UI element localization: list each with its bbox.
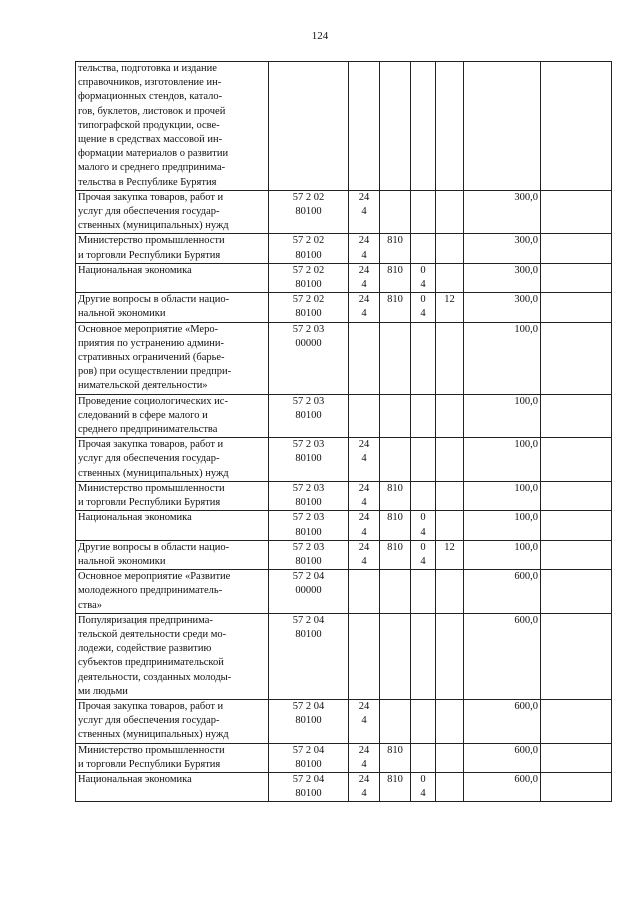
empty-cell (541, 743, 612, 772)
ministry-code-text: 810 (387, 235, 403, 247)
section-cell (411, 234, 436, 263)
target-code-text: 57 2 03 80100 (292, 482, 325, 509)
expense-type-text: 24 4 (358, 744, 370, 770)
row-name-cell (76, 234, 269, 263)
amount-cell (464, 699, 541, 743)
section-text: 0 4 (420, 512, 426, 538)
ministry-code-text: 810 (387, 744, 403, 756)
section-cell (411, 743, 436, 772)
subsection-cell (436, 570, 464, 614)
target-code-text: 57 2 04 80100 (292, 614, 325, 640)
target-code-cell (269, 772, 349, 801)
table-row (76, 540, 612, 569)
amount-cell (464, 190, 541, 234)
table-row (76, 570, 612, 614)
amount-cell (464, 540, 541, 569)
table-row (76, 234, 612, 263)
target-code-cell (269, 190, 349, 234)
empty-cell (541, 540, 612, 569)
ministry-code-cell (380, 293, 411, 322)
amount-cell (464, 62, 541, 191)
target-code-cell (269, 570, 349, 614)
section-text: 0 4 (420, 773, 426, 800)
table-row (76, 743, 612, 772)
expense-type-text: 24 4 (358, 482, 370, 509)
amount-cell (464, 263, 541, 292)
target-code-text: 57 2 04 80100 (292, 773, 325, 800)
ministry-code-cell (380, 234, 411, 263)
ministry-code-cell (380, 613, 411, 699)
target-code-cell (269, 293, 349, 322)
empty-cell (541, 699, 612, 743)
row-name-text: Прочая закупка товаров, работ и услуг для обеспечения государ- ственных (муниципальных) нужд (78, 191, 229, 232)
expense-type-cell (349, 540, 380, 569)
row-name-cell (76, 540, 269, 569)
table-row (76, 699, 612, 743)
subsection-cell (436, 190, 464, 234)
row-name-cell (76, 62, 269, 191)
row-name-text: Национальная экономика (78, 773, 192, 785)
amount-text: 600,0 (514, 571, 538, 583)
subsection-cell (436, 322, 464, 394)
subsection-cell (436, 613, 464, 699)
expense-type-cell (349, 570, 380, 614)
empty-cell (541, 62, 612, 191)
section-cell (411, 190, 436, 234)
target-code-text: 57 2 04 80100 (292, 744, 325, 770)
row-name-text: Министерство промышленности и торговли Республики Бурятия (78, 482, 225, 509)
target-code-cell (269, 743, 349, 772)
expense-type-cell (349, 511, 380, 540)
expense-type-cell (349, 263, 380, 292)
section-cell (411, 540, 436, 569)
expense-type-cell (349, 234, 380, 263)
amount-text: 100,0 (514, 482, 538, 494)
target-code-text: 57 2 04 00000 (292, 571, 325, 597)
ministry-code-cell (380, 511, 411, 540)
row-name-text: Другие вопросы в области нацио- нальной экономики (78, 541, 230, 567)
table-row (76, 190, 612, 234)
ministry-code-text: 810 (387, 294, 403, 306)
expense-type-cell (349, 743, 380, 772)
amount-text: 600,0 (514, 614, 538, 626)
subsection-cell (436, 394, 464, 438)
expense-type-cell (349, 293, 380, 322)
target-code-text: 57 2 03 80100 (292, 395, 325, 421)
expense-type-cell (349, 438, 380, 482)
target-code-cell (269, 540, 349, 569)
row-name-text: Проведение социологических ис- следований в сфере малого и среднего предпринимательства (78, 395, 228, 436)
ministry-code-cell (380, 190, 411, 234)
target-code-text: 57 2 03 00000 (292, 323, 325, 349)
subsection-cell (436, 699, 464, 743)
target-code-cell (269, 322, 349, 394)
row-name-text: Национальная экономика (78, 512, 192, 524)
amount-cell (464, 481, 541, 510)
empty-cell (541, 772, 612, 801)
section-cell (411, 772, 436, 801)
row-name-text: Другие вопросы в области нацио- нальной экономики (78, 294, 230, 320)
expense-type-text: 24 4 (358, 773, 370, 800)
expense-type-cell (349, 699, 380, 743)
expense-type-cell (349, 613, 380, 699)
target-code-cell (269, 481, 349, 510)
expense-type-text: 24 4 (358, 235, 370, 261)
empty-cell (541, 190, 612, 234)
expense-type-cell (349, 481, 380, 510)
row-name-text: Основное мероприятие «Развитие молодежного предприниматель- ства» (78, 571, 231, 611)
expense-type-text: 24 4 (358, 191, 370, 218)
expense-type-text: 24 4 (358, 294, 370, 320)
row-name-text: тельства, подготовка и издание справочников, изготовление ин- формационных стендов, катало- гов, буклетов, листовок и прочей типографской продукции, осве- щение в средствах массовой ин- формации материалов о развитии малого и среднего предпринима- тельства в Республике Бурятия (78, 63, 229, 188)
subsection-cell (436, 743, 464, 772)
amount-text: 300,0 (514, 294, 538, 306)
empty-cell (541, 394, 612, 438)
amount-cell (464, 322, 541, 394)
amount-cell (464, 234, 541, 263)
ministry-code-text: 810 (387, 264, 403, 276)
table-row (76, 438, 612, 482)
amount-cell (464, 772, 541, 801)
table-row (76, 322, 612, 394)
target-code-cell (269, 511, 349, 540)
section-cell (411, 481, 436, 510)
row-name-cell (76, 394, 269, 438)
ministry-code-cell (380, 438, 411, 482)
amount-cell (464, 570, 541, 614)
amount-cell (464, 394, 541, 438)
amount-text: 300,0 (514, 264, 538, 276)
section-text: 0 4 (420, 541, 426, 567)
empty-cell (541, 511, 612, 540)
ministry-code-cell (380, 570, 411, 614)
expense-type-text: 24 4 (358, 700, 370, 727)
row-name-cell (76, 772, 269, 801)
amount-text: 100,0 (514, 395, 538, 407)
target-code-cell (269, 438, 349, 482)
target-code-text: 57 2 02 80100 (292, 264, 325, 291)
row-name-cell (76, 613, 269, 699)
subsection-text: 12 (444, 294, 455, 306)
ministry-code-cell (380, 394, 411, 438)
empty-cell (541, 481, 612, 510)
empty-cell (541, 613, 612, 699)
section-text: 0 4 (420, 294, 426, 320)
target-code-text: 57 2 03 80100 (292, 512, 325, 538)
ministry-code-cell (380, 62, 411, 191)
row-name-cell (76, 570, 269, 614)
section-cell (411, 699, 436, 743)
target-code-text: 57 2 03 80100 (292, 541, 325, 567)
amount-text: 100,0 (514, 541, 538, 553)
ministry-code-cell (380, 772, 411, 801)
ministry-code-cell (380, 322, 411, 394)
row-name-text: Основное мероприятие «Меро- приятия по устранению админи- стративных ограничений (барье- ров) при осуществлении предпри- нимательской деятельности» (78, 323, 232, 392)
expense-type-cell (349, 190, 380, 234)
expense-type-text: 24 4 (358, 541, 370, 567)
amount-text: 300,0 (514, 191, 538, 203)
row-name-cell (76, 263, 269, 292)
section-cell (411, 293, 436, 322)
ministry-code-text: 810 (387, 541, 403, 553)
subsection-cell (436, 438, 464, 482)
row-name-cell (76, 322, 269, 394)
amount-text: 300,0 (514, 235, 538, 247)
target-code-cell (269, 263, 349, 292)
subsection-text: 12 (444, 541, 455, 553)
ministry-code-cell (380, 540, 411, 569)
table-row (76, 394, 612, 438)
ministry-code-cell (380, 743, 411, 772)
expense-type-cell (349, 772, 380, 801)
row-name-cell (76, 293, 269, 322)
table-row (76, 481, 612, 510)
section-cell (411, 394, 436, 438)
row-name-cell (76, 190, 269, 234)
amount-text: 600,0 (514, 744, 538, 756)
section-cell (411, 62, 436, 191)
target-code-text: 57 2 02 80100 (292, 294, 325, 320)
expense-type-text: 24 4 (358, 264, 370, 291)
subsection-cell (436, 481, 464, 510)
ministry-code-text: 810 (387, 482, 403, 494)
row-name-text: Прочая закупка товаров, работ и услуг для обеспечения государ- ственных (муниципальных) нужд (78, 439, 229, 479)
ministry-code-text: 810 (387, 773, 403, 785)
subsection-cell (436, 263, 464, 292)
table-row (76, 613, 612, 699)
expense-type-text: 24 4 (358, 439, 370, 465)
ministry-code-cell (380, 699, 411, 743)
expense-type-cell (349, 394, 380, 438)
expense-type-cell (349, 62, 380, 191)
amount-cell (464, 743, 541, 772)
table-row (76, 62, 612, 191)
section-cell (411, 511, 436, 540)
empty-cell (541, 438, 612, 482)
row-name-text: Национальная экономика (78, 264, 192, 276)
empty-cell (541, 234, 612, 263)
table-row (76, 511, 612, 540)
row-name-cell (76, 699, 269, 743)
amount-cell (464, 438, 541, 482)
target-code-cell (269, 613, 349, 699)
ministry-code-text: 810 (387, 512, 403, 524)
amount-text: 600,0 (514, 773, 538, 785)
target-code-text: 57 2 03 80100 (292, 439, 325, 465)
row-name-text: Министерство промышленности и торговли Республики Бурятия (78, 744, 225, 770)
amount-text: 600,0 (514, 700, 538, 712)
row-name-cell (76, 743, 269, 772)
amount-text: 100,0 (514, 439, 538, 451)
ministry-code-cell (380, 481, 411, 510)
empty-cell (541, 263, 612, 292)
amount-text: 100,0 (514, 512, 538, 524)
subsection-cell (436, 772, 464, 801)
row-name-cell (76, 438, 269, 482)
amount-cell (464, 613, 541, 699)
row-name-text: Популяризация предпринима- тельской деятельности среди мо- лодежи, содействие развитию субъектов предпринимательской деятельности, созданных молоды- ми людьми (78, 614, 232, 697)
amount-text: 100,0 (514, 323, 538, 335)
subsection-cell (436, 62, 464, 191)
subsection-cell (436, 540, 464, 569)
page-number: 124 (311, 30, 329, 42)
section-text: 0 4 (420, 264, 426, 291)
subsection-cell (436, 293, 464, 322)
empty-cell (541, 293, 612, 322)
row-name-text: Прочая закупка товаров, работ и услуг для обеспечения государ- ственных (муниципальных) нужд (78, 700, 229, 741)
target-code-text: 57 2 02 80100 (292, 235, 325, 261)
subsection-cell (436, 234, 464, 263)
empty-cell (541, 322, 612, 394)
row-name-cell (76, 481, 269, 510)
expense-type-text: 24 4 (358, 512, 370, 538)
budget-table (75, 61, 612, 802)
empty-cell (541, 570, 612, 614)
ministry-code-cell (380, 263, 411, 292)
target-code-cell (269, 234, 349, 263)
section-cell (411, 263, 436, 292)
section-cell (411, 322, 436, 394)
table-row (76, 772, 612, 801)
row-name-text: Министерство промышленности и торговли Республики Бурятия (78, 235, 225, 261)
table-row (76, 293, 612, 322)
target-code-cell (269, 699, 349, 743)
amount-cell (464, 511, 541, 540)
section-cell (411, 438, 436, 482)
target-code-cell (269, 62, 349, 191)
target-code-cell (269, 394, 349, 438)
section-cell (411, 570, 436, 614)
expense-type-cell (349, 322, 380, 394)
amount-cell (464, 293, 541, 322)
subsection-cell (436, 511, 464, 540)
target-code-text: 57 2 04 80100 (292, 700, 325, 727)
section-cell (411, 613, 436, 699)
table-row (76, 263, 612, 292)
row-name-cell (76, 511, 269, 540)
target-code-text: 57 2 02 80100 (292, 191, 325, 218)
